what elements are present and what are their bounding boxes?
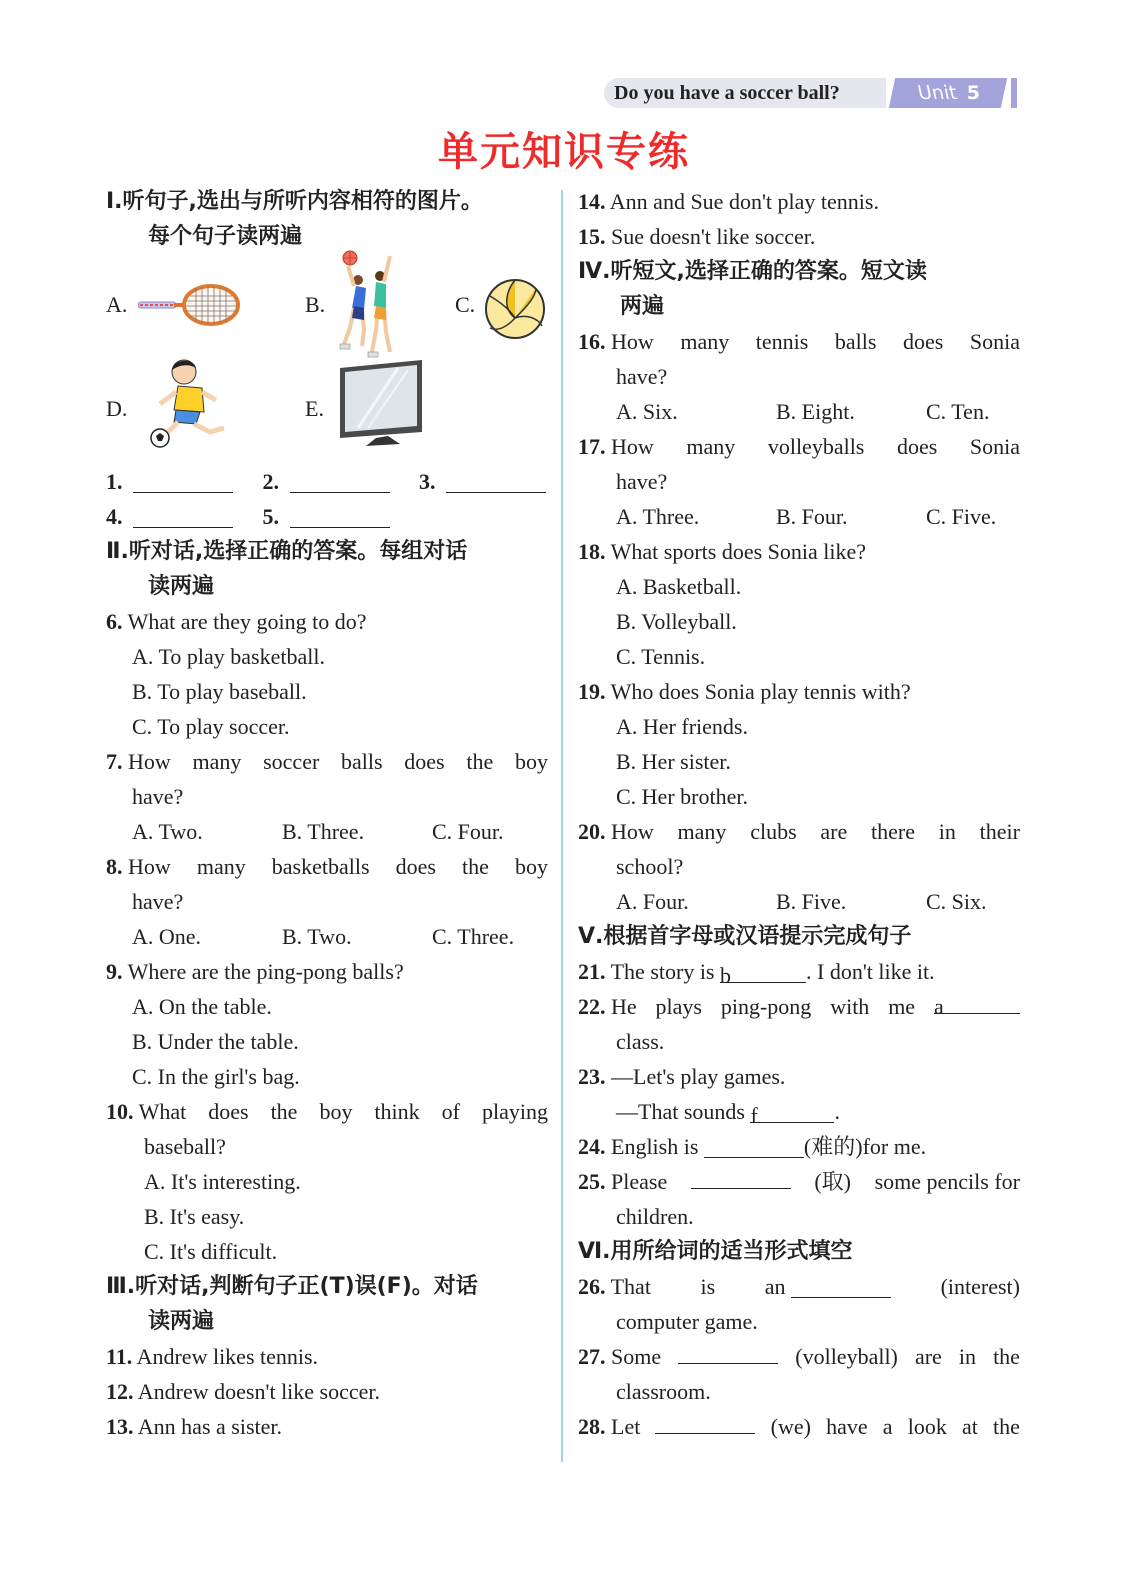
pic-label-e: E. [305, 396, 324, 421]
option-c[interactable]: C. Ten. [926, 399, 990, 424]
question-22 [578, 989, 1020, 1024]
question-text: English is [611, 1134, 704, 1159]
question-word: the [466, 749, 494, 774]
question-25 [578, 1164, 1020, 1199]
pic-label-b: B. [305, 292, 326, 317]
question-word: does [896, 434, 938, 459]
question-number: 21. [578, 959, 606, 984]
question-6 [106, 604, 548, 639]
initial-letter: a [933, 994, 944, 1019]
question-11 [106, 1339, 548, 1374]
question-text: . I don't like it. [806, 959, 935, 984]
question-9 [106, 954, 548, 989]
question-word: balls [341, 749, 383, 774]
question-word: in [958, 1344, 976, 1369]
question-7 [106, 744, 548, 779]
question-10 [106, 1094, 548, 1129]
question-word: clubs [750, 819, 797, 844]
question-word: are [914, 1344, 942, 1369]
question-word: does [395, 854, 436, 879]
option-b[interactable]: B. Under the table. [132, 1029, 299, 1054]
option-b[interactable]: B. Three. [282, 819, 365, 844]
question-word: ping-pong [720, 994, 812, 1019]
question-text: Ann and Sue don't play tennis. [609, 189, 879, 214]
question-word: basketballs [271, 854, 370, 879]
question-word: What [138, 1099, 187, 1124]
question-text: Where are the ping-pong balls? [127, 959, 404, 984]
answer-blank[interactable] [678, 1339, 778, 1364]
answer-blank[interactable] [750, 1098, 834, 1128]
question-number: 13. [106, 1414, 134, 1439]
left-column [106, 184, 548, 1444]
question-number: 8. [106, 854, 123, 879]
question-word: many [680, 329, 730, 354]
option-c[interactable]: C. Four. [432, 819, 504, 844]
option-c[interactable]: C. Her brother. [616, 784, 748, 809]
question-14 [578, 184, 1020, 219]
question-word: of [441, 1099, 460, 1124]
blank-label: 3. [419, 469, 436, 494]
option-a[interactable]: A. On the table. [132, 994, 272, 1019]
blank-label: 4. [106, 504, 123, 529]
option-c[interactable]: C. Five. [926, 504, 997, 529]
blank-label: 5. [262, 504, 279, 529]
pic-label-c: C. [455, 292, 476, 317]
unit-number: 5 [966, 82, 980, 104]
picture-row-2 [106, 366, 548, 464]
question-text: —That sounds [616, 1099, 751, 1124]
question-word: an [764, 1274, 786, 1299]
question-word: volleyballs [767, 434, 865, 459]
column-divider [561, 190, 563, 1462]
section-5-title: Ⅴ.根据首字母或汉语提示完成句子 [578, 924, 912, 949]
question-word: is [700, 1274, 716, 1299]
question-word: How [611, 434, 654, 459]
question-word: think [374, 1099, 420, 1124]
hint: (volleyball) [795, 1344, 898, 1369]
question-27 [578, 1339, 1020, 1374]
question-text: Some [611, 1344, 662, 1369]
question-number: 10. [106, 1099, 134, 1124]
question-text: for me. [862, 1134, 927, 1159]
question-text-cont: children. [616, 1204, 694, 1229]
option-a[interactable]: A. To play basketball. [132, 644, 325, 669]
question-word: the [993, 1344, 1020, 1369]
question-text: The story is [610, 959, 720, 984]
question-word: there [871, 819, 916, 844]
question-text: Sue doesn't like soccer. [611, 224, 816, 249]
question-23 [578, 1059, 1020, 1094]
option-c[interactable]: C. To play soccer. [132, 714, 290, 739]
question-18 [578, 534, 1020, 569]
option-a[interactable]: A. Three. [616, 504, 700, 529]
option-a[interactable]: A. It's interesting. [144, 1169, 301, 1194]
question-text-cont: computer game. [616, 1309, 758, 1334]
pic-label-d: D. [106, 396, 128, 421]
question-23-line-2 [578, 1094, 1020, 1129]
question-word: Sonia [969, 434, 1020, 459]
question-word: playing [481, 1099, 548, 1124]
question-word: look [907, 1414, 947, 1439]
option-a[interactable]: A. Her friends. [616, 714, 748, 739]
question-word: That [610, 1274, 651, 1299]
question-word: the [462, 854, 489, 879]
option-c[interactable]: C. Six. [926, 889, 987, 914]
question-19 [578, 674, 1020, 709]
question-text: Please [611, 1169, 668, 1194]
question-number: 12. [106, 1379, 134, 1404]
question-text-cont: classroom. [616, 1379, 711, 1404]
question-text: Ann has a sister. [137, 1414, 282, 1439]
book-title: Do you have a soccer ball? [604, 78, 886, 108]
question-word: plays [655, 994, 702, 1019]
question-number: 28. [578, 1414, 606, 1439]
question-word: in [938, 819, 956, 844]
question-text: Let [611, 1414, 641, 1439]
question-text: What are they going to do? [127, 609, 367, 634]
blank-label: 2. [262, 469, 279, 494]
question-text: What sports does Sonia like? [610, 539, 867, 564]
question-word: boy [514, 749, 548, 774]
question-text: —Let's play games. [611, 1064, 786, 1089]
question-text-cont: have? [132, 784, 184, 809]
section-4-title: Ⅳ.听短文,选择正确的答案。短文读 [578, 259, 927, 284]
options-row [106, 919, 548, 954]
question-number: 24. [578, 1134, 606, 1159]
section-3-title: Ⅲ.听对话,判断句子正(T)误(F)。对话 [106, 1274, 478, 1299]
question-26 [578, 1269, 1020, 1304]
right-column [578, 184, 1020, 1444]
answer-blank[interactable] [704, 1133, 804, 1158]
question-word: tennis [755, 329, 809, 354]
question-24 [578, 1129, 1020, 1164]
question-word: the [270, 1099, 298, 1124]
option-a[interactable]: A. Two. [132, 819, 203, 844]
question-number: 9. [106, 959, 123, 984]
question-word: How [128, 854, 171, 879]
hint: (取) [814, 1169, 852, 1194]
question-word: How [128, 749, 171, 774]
blank-label: 1. [106, 469, 123, 494]
header-accent-bar [1011, 78, 1017, 108]
question-number: 22. [578, 994, 606, 1019]
question-word: have [826, 1414, 868, 1439]
picture-row-1 [106, 254, 548, 366]
question-text-cont: class. [616, 1029, 665, 1054]
boy-kicking-soccer-ball-icon [146, 358, 246, 450]
answer-blank[interactable] [290, 503, 390, 528]
question-17 [578, 429, 1020, 464]
question-word: a [882, 1414, 893, 1439]
basketball-players-icon [334, 248, 404, 360]
question-text: some pencils for [874, 1169, 1020, 1194]
question-word: me [888, 994, 916, 1019]
question-text: Who does Sonia play tennis with? [610, 679, 911, 704]
question-word: Sonia [969, 329, 1020, 354]
hint: (难的) [803, 1134, 863, 1159]
question-number: 17. [578, 434, 606, 459]
question-20 [578, 814, 1020, 849]
answer-blank[interactable] [791, 1273, 891, 1298]
question-16 [578, 324, 1020, 359]
answer-blank[interactable] [655, 1409, 755, 1434]
section-3-title-cont: 读两遍 [148, 1309, 215, 1334]
question-13 [106, 1409, 548, 1444]
question-text-cont: baseball? [144, 1134, 226, 1159]
option-b[interactable]: B. Two. [282, 924, 352, 949]
option-c[interactable]: C. Three. [432, 924, 515, 949]
section-6-title: Ⅵ.用所给词的适当形式填空 [578, 1239, 853, 1264]
question-word: boy [319, 1099, 353, 1124]
question-text: Andrew doesn't like soccer. [137, 1379, 381, 1404]
question-word: does [902, 329, 944, 354]
question-word: soccer [263, 749, 320, 774]
options-row [578, 499, 1020, 534]
option-a[interactable]: A. Four. [616, 889, 689, 914]
option-b[interactable]: B. Five. [776, 889, 847, 914]
options-row [578, 394, 1020, 429]
question-word: many [192, 749, 242, 774]
unit-label: Unit [915, 82, 960, 104]
option-c[interactable]: C. It's difficult. [144, 1239, 278, 1264]
initial-letter: f [750, 1103, 758, 1128]
question-word: with [830, 994, 870, 1019]
option-a[interactable]: A. One. [132, 924, 202, 949]
question-8 [106, 849, 548, 884]
question-text: . [834, 1099, 840, 1124]
answer-blank[interactable] [290, 468, 390, 493]
question-number: 14. [578, 189, 606, 214]
question-word: balls [834, 329, 877, 354]
page-title: 单元知识专练 [438, 129, 690, 175]
hint: (we) [770, 1414, 811, 1439]
answer-blanks-row-2 [106, 499, 548, 534]
question-word: at [962, 1414, 978, 1439]
section-2-title-cont: 读两遍 [148, 574, 215, 599]
question-word: their [979, 819, 1020, 844]
question-number: 27. [578, 1344, 606, 1369]
question-number: 11. [106, 1344, 133, 1369]
answer-blank[interactable] [720, 958, 806, 988]
running-header [604, 78, 1017, 108]
question-number: 26. [578, 1274, 606, 1299]
question-word: many [196, 854, 246, 879]
option-c[interactable]: C. In the girl's bag. [132, 1064, 300, 1089]
question-21 [578, 954, 1020, 989]
question-word: How [611, 329, 654, 354]
question-number: 6. [106, 609, 123, 634]
tv-icon [338, 358, 424, 448]
answer-blank[interactable] [133, 468, 233, 493]
answer-blank[interactable] [133, 503, 233, 528]
question-12 [106, 1374, 548, 1409]
option-a[interactable]: A. Basketball. [616, 574, 742, 599]
option-b[interactable]: B. Volleyball. [616, 609, 737, 634]
volleyball-icon [484, 278, 546, 340]
question-15 [578, 219, 1020, 254]
question-word: boy [514, 854, 548, 879]
question-word: many [686, 434, 736, 459]
question-number: 20. [578, 819, 606, 844]
answer-blank[interactable] [691, 1164, 791, 1189]
option-a[interactable]: A. Six. [616, 399, 678, 424]
question-text: Andrew likes tennis. [136, 1344, 319, 1369]
answer-blank[interactable] [933, 989, 1020, 1019]
question-number: 18. [578, 539, 606, 564]
answer-blank[interactable] [446, 468, 546, 493]
option-c[interactable]: C. Tennis. [616, 644, 706, 669]
question-number: 7. [106, 749, 123, 774]
section-1-title-cont: 每个句子读两遍 [148, 224, 303, 249]
option-b[interactable]: B. Her sister. [616, 749, 731, 774]
question-number: 19. [578, 679, 606, 704]
question-number: 25. [578, 1169, 606, 1194]
option-b[interactable]: B. Four. [776, 504, 848, 529]
unit-tag [889, 78, 1007, 108]
question-word: He [611, 994, 637, 1019]
question-number: 16. [578, 329, 606, 354]
option-b[interactable]: B. It's easy. [144, 1204, 245, 1229]
question-28 [578, 1409, 1020, 1444]
question-text-cont: have? [616, 469, 668, 494]
tennis-racket-icon [138, 280, 240, 330]
hint: (interest) [940, 1274, 1020, 1299]
option-b[interactable]: B. Eight. [776, 399, 855, 424]
question-word: does [404, 749, 445, 774]
options-row [106, 814, 548, 849]
question-number: 15. [578, 224, 606, 249]
section-1-title: Ⅰ.听句子,选出与所听内容相符的图片。 [106, 189, 483, 214]
section-4-title-cont: 两遍 [620, 294, 665, 319]
question-word: How [611, 819, 654, 844]
options-row [578, 884, 1020, 919]
question-text-cont: have? [616, 364, 668, 389]
answer-blanks-row-1 [106, 464, 548, 499]
question-number: 23. [578, 1064, 606, 1089]
pic-label-a: A. [106, 292, 128, 317]
option-b[interactable]: B. To play baseball. [132, 679, 307, 704]
initial-letter: b [720, 963, 731, 988]
question-word: are [820, 819, 848, 844]
question-word: the [993, 1414, 1020, 1439]
question-word: does [208, 1099, 249, 1124]
question-text-cont: have? [132, 889, 184, 914]
question-word: many [677, 819, 727, 844]
section-2-title: Ⅱ.听对话,选择正确的答案。每组对话 [106, 539, 468, 564]
question-text-cont: school? [616, 854, 684, 879]
